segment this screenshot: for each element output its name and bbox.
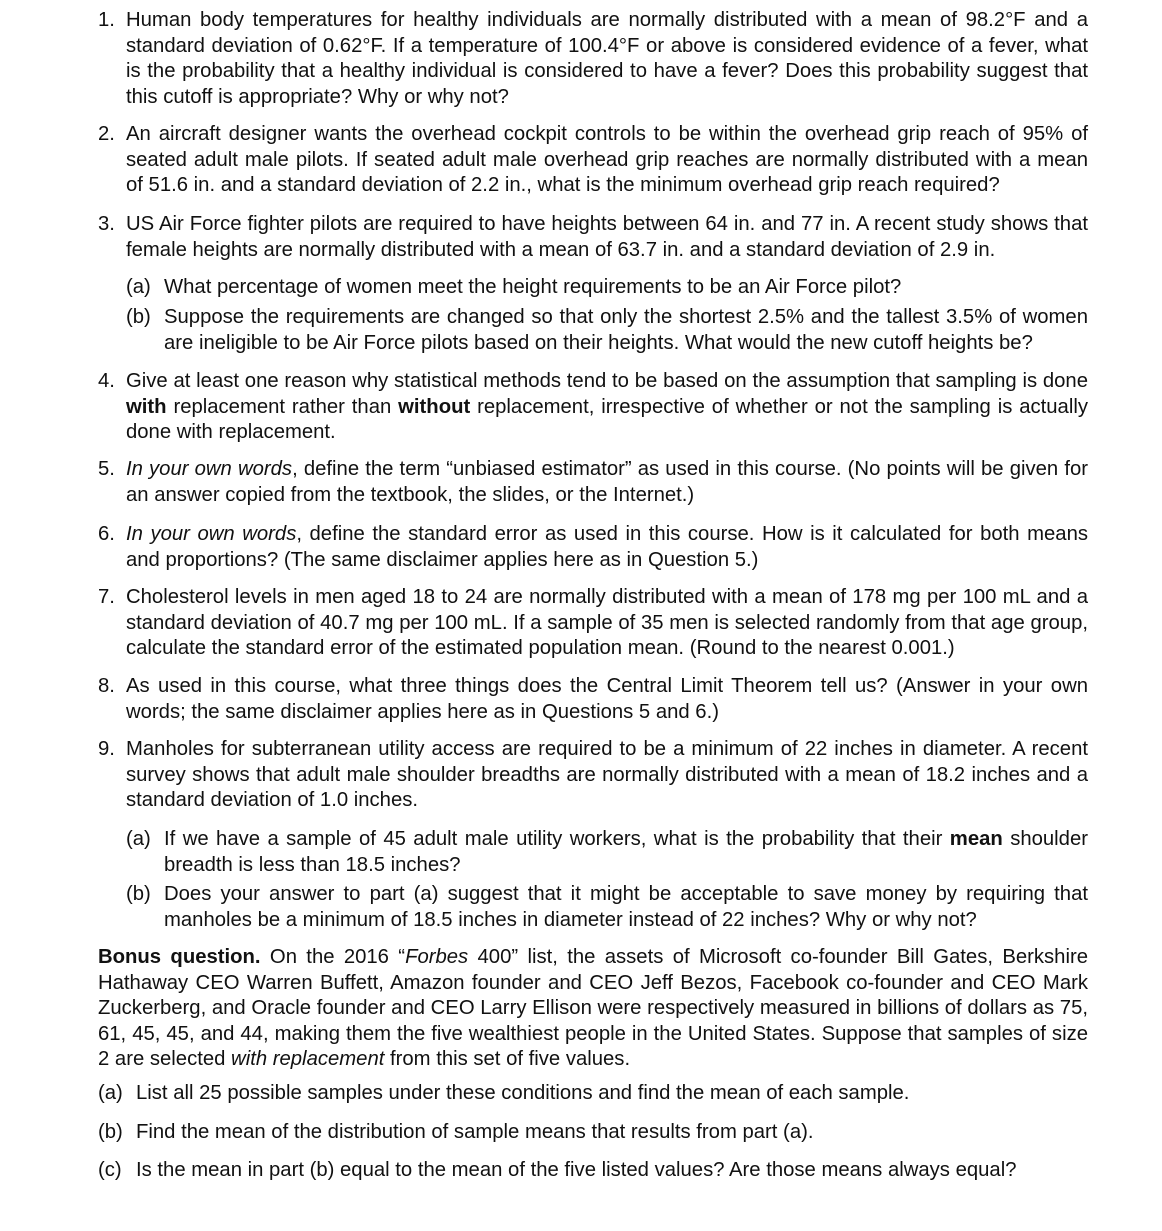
question-text: As used in this course, what three things does the Central Limit Theorem tell us? (Answer in your own words; the same disclaimer applies here as in Questions 5 and 6.) [126,675,1088,723]
subpart-label: (b) [126,883,151,905]
question-number: 7. [98,586,115,608]
question-1 [98,8,1088,110]
question-text: An aircraft designer wants the overhead cockpit controls to be within the overhead grip reach of 95% of seated adult male pilots. If seated adult male overhead grip reaches are normally distributed with a mean of 51.6 in. and a standard deviation of 2.2 in., what is the minimum overhead grip reach required? [126,123,1088,197]
subpart-text: If we have a sample of 45 adult male utility workers, what is the probability that their mean shoulder breadth is less than 18.5 inches? [164,828,1088,876]
subpart-text: Is the mean in part (b) equal to the mean of the five listed values? Are those means always equal? [136,1159,1017,1181]
question-text: Cholesterol levels in men aged 18 to 24 are normally distributed with a mean of 178 mg per 100 mL and a standard deviation of 40.7 mg per 100 mL. If a sample of 35 men is selected randomly from that age group, calculate the standard error of the estimated population mean. (Round to the nearest 0.001.) [126,586,1088,660]
question-2 [98,122,1088,199]
subpart-label: (c) [98,1159,122,1181]
bonus-question: Bonus question. On the 2016 “Forbes 400” list, the assets of Microsoft co-founder Bill Gates, Berkshire Hathaway CEO Warren Buffett, Amazon founder and CEO Jeff Bezos, Facebook co-founder and CEO Mark Zuckerberg, and Oracle founder and CEO Larry Ellison were respectively measured in billions of dollars as 75, 61, 45, 45, and 44, making them the five wealthiest people in the United States. Suppose that samples of size 2 are selected with replacement from this set of five values. [98,946,1088,1071]
question-text: Manholes for subterranean utility access are required to be a minimum of 22 inches in diameter. A recent survey shows that adult male shoulder breadths are normally distributed with a mean of 18.2 inches and a standard deviation of 1.0 inches. [126,738,1088,812]
question-7 [98,585,1088,662]
question-text: In your own words, define the term “unbiased estimator” as used in this course. (No points will be given for an answer copied from the textbook, the slides, or the Internet.) [126,458,1089,506]
subpart-label: (b) [98,1121,123,1143]
question-4 [98,369,1088,446]
question-8 [98,674,1088,725]
subpart-text: List all 25 possible samples under these conditions and find the mean of each sample. [136,1082,910,1104]
question-5 [98,457,1088,508]
question-9a [126,827,1088,878]
question-text: US Air Force fighter pilots are required to have heights between 64 in. and 77 in. A recent study shows that female heights are normally distributed with a mean of 63.7 in. and a standard deviation of 2.9 in. [126,213,1088,261]
subpart-label: (a) [126,828,151,850]
question-number: 2. [98,123,115,145]
question-number: 4. [98,370,115,392]
question-6 [98,522,1088,573]
subpart-text: Does your answer to part (a) suggest that it might be acceptable to save money by requiring that manholes be a minimum of 18.5 inches in diameter instead of 22 inches? Why or why not? [164,883,1088,931]
subpart-label: (b) [126,306,151,328]
question-3b [126,305,1088,356]
question-number: 9. [98,738,115,760]
question-3 [98,212,1088,263]
subpart-text: What percentage of women meet the height requirements to be an Air Force pilot? [164,276,902,298]
subpart-label: (a) [126,276,151,298]
bonus-part-c [98,1158,1088,1184]
question-number: 5. [98,458,115,480]
bonus-part-a [98,1081,1088,1107]
question-text: Give at least one reason why statistical methods tend to be based on the assumption that sampling is done with replacement rather than without replacement, irrespective of whether or not the sampling is actually done with replacement. [126,370,1088,444]
question-number: 3. [98,213,115,235]
subpart-text: Suppose the requirements are changed so that only the shortest 2.5% and the tallest 3.5% of women are ineligible to be Air Force pilots based on their heights. What would the new cutoff heights be? [164,306,1088,354]
question-9 [98,737,1088,814]
question-text: In your own words, define the standard error as used in this course. How is it calculated for both means and proportions? (The same disclaimer applies here as in Question 5.) [126,523,1088,571]
question-number: 6. [98,523,115,545]
subpart-text: Find the mean of the distribution of sample means that results from part (a). [136,1121,814,1143]
question-number: 1. [98,9,115,31]
subpart-label: (a) [98,1082,123,1104]
question-number: 8. [98,675,115,697]
question-3a [126,275,1088,301]
bonus-part-b [98,1120,1088,1146]
bonus-heading: Bonus question. [98,946,261,968]
question-9b [126,882,1088,933]
question-text: Human body temperatures for healthy individuals are normally distributed with a mean of 98.2°F and a standard deviation of 0.62°F. If a temperature of 100.4°F or above is considered evidence of a fever, what is the probability that a healthy individual is considered to have a fever? Does this probability suggest that this cutoff is appropriate? Why or why not? [126,9,1088,108]
